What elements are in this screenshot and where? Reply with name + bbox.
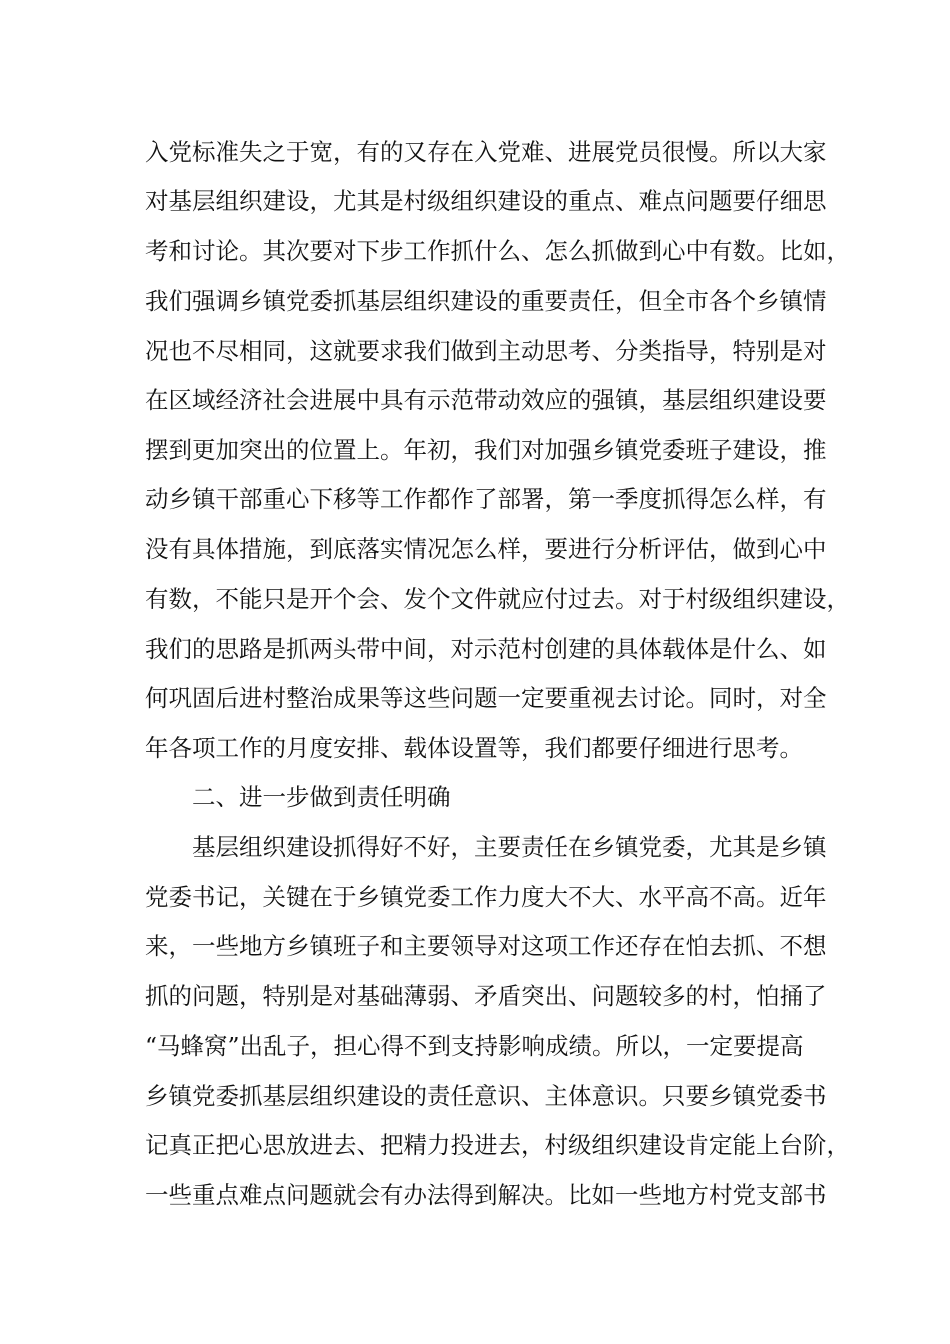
text-line: 党委书记，关键在于乡镇党委工作力度大不大、水平高不高。近年 [145,883,827,911]
text-line: 有数，不能只是开个会、发个文件就应付过去。对于村级组织建设， [145,585,850,613]
text-line: 在区域经济社会进展中具有示范带动效应的强镇，基层组织建设要 [145,386,827,414]
text-line: 年各项工作的月度安排、载体设置等，我们都要仔细进行思考。 [145,734,803,762]
text-line: 乡镇党委抓基层组织建设的责任意识、主体意识。只要乡镇党委书 [145,1082,827,1110]
section-heading: 二、进一步做到责任明确 [192,783,451,811]
text-line: 记真正把心思放进去、把精力投进去，村级组织建设肯定能上台阶， [145,1131,850,1159]
text-line: 没有具体措施，到底落实情况怎么样，要进行分析评估，做到心中 [145,535,827,563]
text-line: 一些重点难点问题就会有办法得到解决。比如一些地方村党支部书 [145,1181,827,1209]
text-line: 抓的问题，特别是对基础薄弱、矛盾突出、问题较多的村，怕捅了 [145,982,827,1010]
text-line: 基层组织建设抓得好不好，主要责任在乡镇党委，尤其是乡镇 [192,833,827,861]
text-line: 况也不尽相同，这就要求我们做到主动思考、分类指导，特别是对 [145,337,827,365]
text-line: 我们强调乡镇党委抓基层组织建设的重要责任，但全市各个乡镇情 [145,287,827,315]
text-line: 来，一些地方乡镇班子和主要领导对这项工作还存在怕去抓、不想 [145,932,827,960]
text-line: “马蜂窝”出乱子，担心得不到支持影响成绩。所以，一定要提高 [145,1032,804,1060]
text-line: 对基层组织建设，尤其是村级组织建设的重点、难点问题要仔细思 [145,187,827,215]
text-line: 摆到更加突出的位置上。年初，我们对加强乡镇党委班子建设，推 [145,436,827,464]
text-line: 入党标准失之于宽，有的又存在入党难、进展党员很慢。所以大家 [145,138,827,166]
text-line: 我们的思路是抓两头带中间，对示范村创建的具体载体是什么、如 [145,635,827,663]
text-line: 动乡镇干部重心下移等工作都作了部署，第一季度抓得怎么样，有 [145,485,827,513]
text-line: 何巩固后进村整治成果等这些问题一定要重视去讨论。同时，对全 [145,684,827,712]
text-line: 考和讨论。其次要对下步工作抓什么、怎么抓做到心中有数。比如， [145,237,850,265]
